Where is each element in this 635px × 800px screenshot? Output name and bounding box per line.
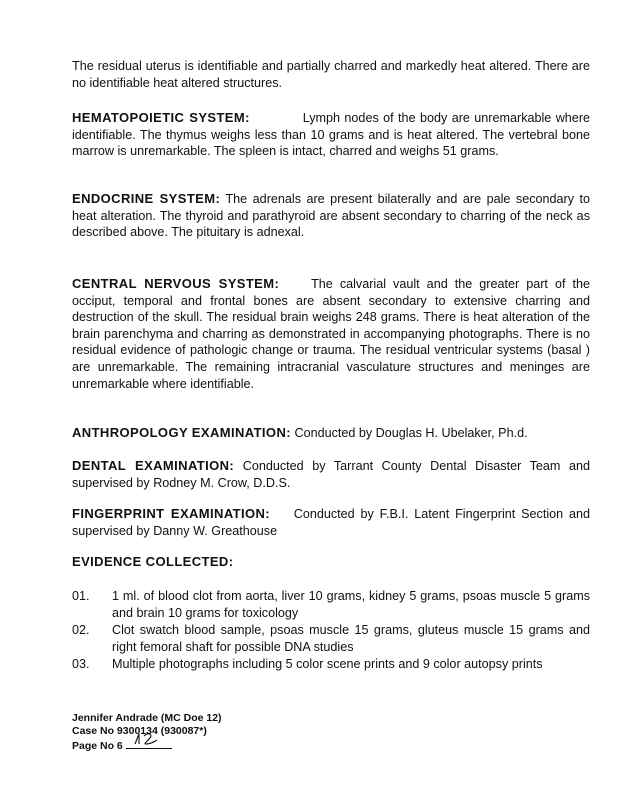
evidence-heading: EVIDENCE COLLECTED: [72, 554, 234, 569]
dental-section [72, 458, 590, 491]
uterus-text: The residual uterus is identifiable and partially charred and markedly heat altered. There are no identifiable heat altered structures. [72, 59, 590, 90]
fingerprint-heading: FINGERPRINT EXAMINATION: [72, 506, 271, 521]
endocrine-text: The adrenals are present bilaterally and are pale secondary to heat alteration. The thyroid and parathyroid are absent secondary to charring of the neck as described above. The pituitary is adnexal. [72, 192, 590, 240]
evidence-number: 03. [72, 657, 90, 671]
dental-heading: DENTAL EXAMINATION: [72, 458, 235, 473]
fingerprint-text: Conducted by F.B.I. Latent Fingerprint Section and supervised by Danny W. Greathouse [72, 507, 590, 538]
hematopoietic-heading: HEMATOPOIETIC SYSTEM: [72, 110, 250, 125]
footer [72, 712, 222, 753]
anthropology-section [72, 425, 590, 442]
footer-case-number: Case No 9300134 (930087*) [72, 724, 207, 737]
endocrine-heading: ENDOCRINE SYSTEM: [72, 191, 221, 206]
dental-text: Conducted by Tarrant County Dental Disaster Team and supervised by Rodney M. Crow, D.D.S. [72, 459, 591, 490]
evidence-number: 01. [72, 589, 90, 603]
cns-heading: CENTRAL NERVOUS SYSTEM: [72, 276, 280, 291]
evidence-text: Clot swatch blood sample, psoas muscle 15 grams, gluteus muscle 15 grams and right femoral shaft for possible DNA studies [112, 623, 590, 654]
anthropology-heading: ANTHROPOLOGY EXAMINATION: [72, 425, 291, 440]
handwriting-icon [126, 731, 172, 747]
underline [126, 748, 172, 749]
footer-name: Jennifer Andrade (MC Doe 12) [72, 712, 222, 724]
uterus-paragraph [72, 58, 590, 91]
fingerprint-section [72, 506, 590, 539]
endocrine-section [72, 191, 590, 241]
evidence-heading-block [72, 554, 590, 571]
evidence-text: 1 ml. of blood clot from aorta, liver 10 grams, kidney 5 grams, psoas muscle 5 grams and brain 10 grams for toxicology [112, 589, 590, 620]
footer-page-label: Page No 6 [72, 740, 123, 752]
cns-text: The calvarial vault and the greater part of the occiput, temporal and frontal bones are absent secondary to extensive charring and destruction of the skull. The residual brain weighs 248 grams. There is heat alteration of the brain parenchyma and charring as demonstrated in accompanying photographs. There is no residual evidence of pathologic change or trauma. The residual ventricular systems (basal ) are unremarkable. The remaining intracranial vasculature structures and meninges are unremarkable where identifiable. [72, 277, 591, 391]
anthropology-text: Conducted by Douglas H. Ubelaker, Ph.d. [294, 426, 528, 440]
hematopoietic-section [72, 110, 590, 160]
cns-section [72, 276, 590, 392]
footer-page [72, 737, 222, 753]
hematopoietic-text: Lymph nodes of the body are unremarkable where identifiable. The thymus weighs less than 10 grams and is heat altered. The vertebral bone marrow is unremarkable. The spleen is intact, charred and weighs 51 grams. [72, 111, 591, 159]
evidence-text: Multiple photographs including 5 color scene prints and 9 color autopsy prints [112, 657, 543, 671]
evidence-number: 02. [72, 623, 90, 637]
handwritten-page-mark [126, 737, 172, 749]
